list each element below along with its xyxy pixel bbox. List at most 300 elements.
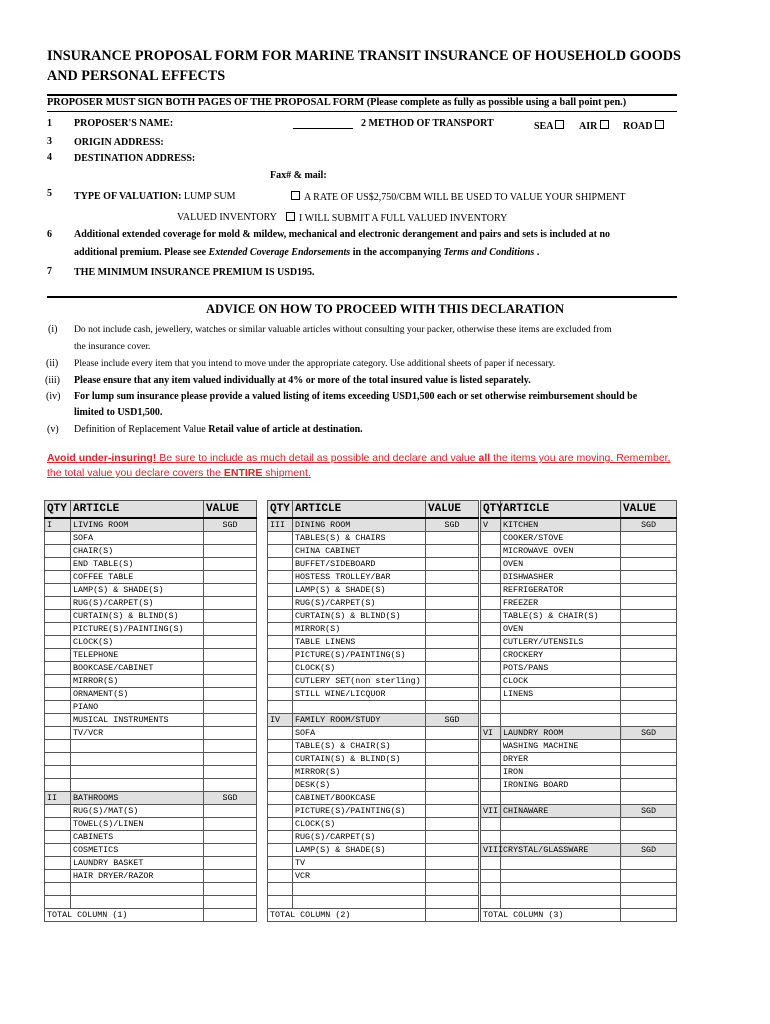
value-cell[interactable] (621, 831, 677, 844)
article-cell: CABINETS (71, 831, 204, 844)
qty-cell[interactable] (45, 545, 71, 558)
value-cell[interactable] (426, 844, 479, 857)
article-cell: HAIR DRYER/RAZOR (71, 870, 204, 883)
value-cell[interactable] (204, 545, 257, 558)
value-cell[interactable] (204, 649, 257, 662)
value-cell[interactable] (204, 701, 257, 714)
value-cell[interactable] (426, 818, 479, 831)
qty-cell[interactable] (268, 805, 293, 818)
value-cell[interactable] (204, 857, 257, 870)
value-cell[interactable] (204, 766, 257, 779)
qty-cell[interactable] (481, 545, 501, 558)
value-cell[interactable]: SGD (621, 805, 677, 818)
proposer-name-field[interactable] (293, 128, 353, 129)
value-cell[interactable] (621, 818, 677, 831)
table-row (481, 792, 677, 805)
value-cell[interactable] (426, 584, 479, 597)
qty-cell[interactable] (481, 623, 501, 636)
table-row (45, 571, 257, 584)
value-cell[interactable] (426, 766, 479, 779)
value-cell[interactable] (204, 675, 257, 688)
article-cell: RUG(S)/CARPET(S) (293, 597, 426, 610)
table-row (268, 662, 479, 675)
total-value-cell[interactable] (426, 909, 479, 922)
qty-cell[interactable]: VII (481, 805, 501, 818)
value-cell[interactable] (621, 766, 677, 779)
article-cell: TABLE(S) & CHAIR(S) (501, 610, 621, 623)
qty-cell[interactable] (45, 610, 71, 623)
value-cell[interactable] (426, 636, 479, 649)
value-cell[interactable] (204, 688, 257, 701)
value-cell[interactable] (204, 571, 257, 584)
article-cell: SOFA (71, 532, 204, 545)
table-row (481, 610, 677, 623)
table-row (268, 675, 479, 688)
qty-cell[interactable] (45, 896, 71, 909)
value-cell[interactable] (621, 688, 677, 701)
qty-cell[interactable] (45, 883, 71, 896)
road-option[interactable] (623, 120, 668, 132)
value-cell[interactable] (426, 571, 479, 584)
article-cell: DISHWASHER (501, 571, 621, 584)
table-row (45, 558, 257, 571)
extended-text-e: . (534, 247, 540, 258)
value-cell[interactable]: SGD (621, 844, 677, 857)
article-cell: BUFFET/SIDEBOARD (293, 558, 426, 571)
article-cell: CHINAWARE (501, 805, 621, 818)
article-cell: CURTAIN(S) & BLIND(S) (71, 610, 204, 623)
qty-cell[interactable] (45, 740, 71, 753)
qty-cell[interactable] (481, 610, 501, 623)
qty-cell[interactable] (481, 636, 501, 649)
extended-text-c: in the accompanying (350, 247, 444, 258)
qty-cell[interactable] (45, 714, 71, 727)
value-cell[interactable] (204, 740, 257, 753)
qty-cell[interactable] (481, 818, 501, 831)
value-cell[interactable] (204, 805, 257, 818)
advice-i-line2: the insurance cover. (74, 341, 151, 352)
qty-cell[interactable] (45, 662, 71, 675)
value-cell[interactable] (204, 779, 257, 792)
article-cell: TABLES(S) & CHAIRS (293, 532, 426, 545)
qty-cell[interactable] (268, 584, 293, 597)
table-row (45, 584, 257, 597)
value-cell[interactable] (426, 883, 479, 896)
qty-cell[interactable]: I (45, 518, 71, 532)
qty-cell[interactable] (268, 571, 293, 584)
article-cell: MICROWAVE OVEN (501, 545, 621, 558)
qty-cell[interactable] (481, 584, 501, 597)
qty-cell[interactable] (45, 636, 71, 649)
article-cell (293, 701, 426, 714)
item-number-1: 1 (47, 118, 52, 129)
qty-cell[interactable]: II (45, 792, 71, 805)
qty-cell[interactable] (268, 610, 293, 623)
article-cell: CRYSTAL/GLASSWARE (501, 844, 621, 857)
article-cell: OVEN (501, 558, 621, 571)
table-row (481, 532, 677, 545)
value-cell[interactable] (204, 532, 257, 545)
value-cell[interactable] (426, 896, 479, 909)
total-column-label: TOTAL COLUMN (3) (481, 909, 621, 922)
value-cell[interactable] (426, 805, 479, 818)
table-row (45, 883, 257, 896)
value-cell[interactable] (621, 779, 677, 792)
article-cell (71, 779, 204, 792)
value-cell[interactable] (426, 558, 479, 571)
table-row (481, 870, 677, 883)
value-cell[interactable] (204, 714, 257, 727)
air-label: AIR (579, 121, 598, 132)
sea-checkbox[interactable] (555, 120, 564, 129)
advice-ii: Please include every item that you intend to move under the appropriate category. Use additional sheets of paper if necessary. (74, 358, 556, 369)
rate-checkbox[interactable] (291, 191, 300, 200)
article-cell: OVEN (501, 623, 621, 636)
header-article: ARTICLE (71, 501, 204, 519)
table-row (268, 545, 479, 558)
qty-cell[interactable] (45, 766, 71, 779)
article-cell (501, 818, 621, 831)
qty-cell[interactable] (268, 662, 293, 675)
value-cell[interactable]: SGD (204, 518, 257, 532)
table-header-row (268, 501, 479, 519)
destination-address-label: DESTINATION ADDRESS: (74, 153, 196, 164)
value-cell[interactable] (621, 675, 677, 688)
qty-cell[interactable] (268, 753, 293, 766)
article-cell (501, 792, 621, 805)
value-cell[interactable] (204, 818, 257, 831)
qty-cell[interactable] (45, 818, 71, 831)
qty-cell[interactable] (481, 831, 501, 844)
value-cell[interactable] (204, 584, 257, 597)
full-inventory-option[interactable] (286, 212, 507, 224)
value-cell[interactable] (621, 545, 677, 558)
qty-cell[interactable] (45, 675, 71, 688)
value-cell[interactable] (204, 558, 257, 571)
total-row (268, 909, 479, 922)
warning-text-2c: shipment. (262, 467, 311, 479)
warning-text-d: the items you are moving. Remember, (490, 452, 671, 464)
value-cell[interactable] (426, 753, 479, 766)
road-checkbox[interactable] (655, 120, 664, 129)
article-cell (71, 740, 204, 753)
value-cell[interactable] (426, 792, 479, 805)
table-row (45, 896, 257, 909)
article-cell: TABLE LINENS (293, 636, 426, 649)
form-title: INSURANCE PROPOSAL FORM FOR MARINE TRANSIT INSURANCE OF HOUSEHOLD GOODS AND PERSONAL EFFECTS (47, 48, 681, 84)
qty-cell[interactable] (481, 779, 501, 792)
value-cell[interactable] (621, 883, 677, 896)
value-cell[interactable] (426, 688, 479, 701)
qty-cell[interactable] (481, 558, 501, 571)
origin-address-label: ORIGIN ADDRESS: (74, 137, 164, 148)
qty-cell[interactable] (481, 792, 501, 805)
article-cell (71, 753, 204, 766)
table-row (481, 597, 677, 610)
qty-cell[interactable] (45, 558, 71, 571)
table-row (268, 805, 479, 818)
qty-cell[interactable] (481, 857, 501, 870)
extended-text-a: additional premium. Please see (74, 247, 209, 258)
value-cell[interactable] (621, 870, 677, 883)
qty-cell[interactable] (45, 597, 71, 610)
value-cell[interactable] (621, 896, 677, 909)
qty-cell[interactable] (45, 649, 71, 662)
qty-cell[interactable] (45, 571, 71, 584)
advice-v-number: (v) (47, 424, 59, 435)
value-cell[interactable] (426, 623, 479, 636)
qty-cell[interactable] (268, 532, 293, 545)
value-cell[interactable] (426, 610, 479, 623)
advice-iv-line2: limited to USD1,500. (74, 407, 163, 418)
qty-cell[interactable] (45, 805, 71, 818)
value-cell[interactable] (204, 883, 257, 896)
value-cell[interactable]: SGD (621, 727, 677, 740)
article-cell: CUTLERY SET(non sterling) (293, 675, 426, 688)
extended-coverage-line2 (74, 247, 539, 258)
article-cell: CLOCK(S) (293, 818, 426, 831)
fax-mail-label: Fax# & mail: (270, 170, 327, 181)
rate-option[interactable] (291, 191, 625, 203)
air-checkbox[interactable] (600, 120, 609, 129)
qty-cell[interactable] (481, 714, 501, 727)
article-cell: CLOCK(S) (293, 662, 426, 675)
header-article: ARTICLE (293, 501, 426, 519)
section-row (268, 518, 479, 532)
qty-cell[interactable] (481, 870, 501, 883)
qty-cell[interactable] (268, 701, 293, 714)
value-cell[interactable] (621, 714, 677, 727)
table-row (268, 649, 479, 662)
full-inventory-checkbox[interactable] (286, 212, 295, 221)
value-cell[interactable] (426, 662, 479, 675)
table-row (45, 688, 257, 701)
qty-cell[interactable] (268, 688, 293, 701)
warning-text-b: Be sure to include as much detail as possible and declare and value (156, 452, 479, 464)
qty-cell[interactable] (481, 675, 501, 688)
value-cell[interactable] (426, 532, 479, 545)
air-option[interactable] (579, 120, 613, 132)
table-row (45, 844, 257, 857)
qty-cell[interactable]: VIII (481, 844, 501, 857)
value-cell[interactable] (621, 571, 677, 584)
article-cell: IRON (501, 766, 621, 779)
qty-cell[interactable] (268, 727, 293, 740)
qty-cell[interactable] (45, 623, 71, 636)
value-cell[interactable] (426, 727, 479, 740)
value-cell[interactable] (621, 701, 677, 714)
value-cell[interactable] (621, 597, 677, 610)
value-cell[interactable] (621, 623, 677, 636)
qty-cell[interactable] (268, 597, 293, 610)
qty-cell[interactable] (45, 584, 71, 597)
advice-v (74, 424, 363, 435)
value-cell[interactable] (204, 623, 257, 636)
total-row (45, 909, 257, 922)
qty-cell[interactable] (268, 818, 293, 831)
qty-cell[interactable] (481, 688, 501, 701)
table-row (268, 571, 479, 584)
table-row (481, 883, 677, 896)
article-cell: CLOCK(S) (71, 636, 204, 649)
qty-cell[interactable] (45, 753, 71, 766)
value-cell[interactable] (204, 831, 257, 844)
value-cell[interactable] (621, 662, 677, 675)
qty-cell[interactable] (45, 532, 71, 545)
total-value-cell[interactable] (621, 909, 677, 922)
value-cell[interactable] (621, 558, 677, 571)
value-cell[interactable] (426, 597, 479, 610)
table-row (481, 623, 677, 636)
table-row (268, 844, 479, 857)
table-row (45, 818, 257, 831)
value-cell[interactable] (621, 610, 677, 623)
table-row (45, 610, 257, 623)
qty-cell[interactable] (268, 545, 293, 558)
value-cell[interactable] (204, 610, 257, 623)
qty-cell[interactable] (268, 870, 293, 883)
minimum-premium: THE MINIMUM INSURANCE PREMIUM IS USD195. (74, 267, 315, 278)
qty-cell[interactable] (268, 675, 293, 688)
value-cell[interactable]: SGD (426, 714, 479, 727)
value-cell[interactable] (204, 896, 257, 909)
qty-cell[interactable] (481, 883, 501, 896)
qty-cell[interactable] (481, 532, 501, 545)
section-row (45, 518, 257, 532)
table-row (268, 688, 479, 701)
qty-cell[interactable] (268, 623, 293, 636)
value-cell[interactable] (621, 636, 677, 649)
article-cell: PICTURE(S)/PAINTING(S) (293, 805, 426, 818)
value-cell[interactable] (204, 844, 257, 857)
qty-cell[interactable]: V (481, 518, 501, 532)
inventory-table-3 (480, 500, 677, 922)
article-cell: COOKER/STOVE (501, 532, 621, 545)
value-cell[interactable] (621, 857, 677, 870)
section-row (481, 805, 677, 818)
value-cell[interactable] (204, 636, 257, 649)
qty-cell[interactable]: IV (268, 714, 293, 727)
qty-cell[interactable] (268, 558, 293, 571)
value-cell[interactable]: SGD (426, 518, 479, 532)
qty-cell[interactable] (268, 857, 293, 870)
qty-cell[interactable] (481, 701, 501, 714)
value-cell[interactable] (426, 701, 479, 714)
qty-cell[interactable] (481, 896, 501, 909)
advice-iii: Please ensure that any item valued individually at 4% or more of the total insured value is listed separately. (74, 375, 531, 386)
article-cell (501, 857, 621, 870)
qty-cell[interactable] (45, 701, 71, 714)
qty-cell[interactable] (481, 740, 501, 753)
article-cell: MIRROR(S) (71, 675, 204, 688)
article-cell: RUG(S)/CARPET(S) (293, 831, 426, 844)
qty-cell[interactable] (45, 727, 71, 740)
value-cell[interactable] (426, 779, 479, 792)
value-cell[interactable]: SGD (621, 518, 677, 532)
qty-cell[interactable] (45, 857, 71, 870)
qty-cell[interactable] (45, 844, 71, 857)
value-cell[interactable] (426, 831, 479, 844)
value-cell[interactable] (621, 532, 677, 545)
article-cell: DRYER (501, 753, 621, 766)
qty-cell[interactable] (45, 831, 71, 844)
value-cell[interactable] (621, 753, 677, 766)
value-cell[interactable] (621, 740, 677, 753)
qty-cell[interactable] (268, 649, 293, 662)
qty-cell[interactable]: III (268, 518, 293, 532)
table-row (481, 701, 677, 714)
qty-cell[interactable]: VI (481, 727, 501, 740)
qty-cell[interactable] (268, 831, 293, 844)
value-cell[interactable] (426, 545, 479, 558)
qty-cell[interactable] (481, 662, 501, 675)
section-row (481, 727, 677, 740)
replacement-value-definition: Retail value of article at destination. (208, 424, 363, 435)
value-cell[interactable] (426, 649, 479, 662)
qty-cell[interactable] (481, 649, 501, 662)
header-qty: QTY (268, 501, 293, 519)
qty-cell[interactable] (268, 779, 293, 792)
article-cell: PICTURE(S)/PAINTING(S) (71, 623, 204, 636)
qty-cell[interactable] (45, 870, 71, 883)
qty-cell[interactable] (268, 766, 293, 779)
table-row (45, 727, 257, 740)
value-cell[interactable] (204, 753, 257, 766)
qty-cell[interactable] (268, 844, 293, 857)
value-cell[interactable] (204, 727, 257, 740)
qty-cell[interactable] (481, 597, 501, 610)
value-cell[interactable] (621, 649, 677, 662)
table-row (45, 649, 257, 662)
article-cell: BOOKCASE/CABINET (71, 662, 204, 675)
table-row (268, 610, 479, 623)
table-row (481, 753, 677, 766)
value-cell[interactable] (204, 597, 257, 610)
extended-coverage-line1: Additional extended coverage for mold & mildew, mechanical and electronic derangement and pairs and sets is included at no (74, 229, 611, 240)
qty-cell[interactable] (481, 766, 501, 779)
qty-cell[interactable] (481, 571, 501, 584)
qty-cell[interactable] (268, 740, 293, 753)
value-cell[interactable] (426, 740, 479, 753)
qty-cell[interactable] (268, 636, 293, 649)
sea-option[interactable] (534, 120, 568, 132)
qty-cell[interactable] (45, 688, 71, 701)
qty-cell[interactable] (268, 792, 293, 805)
article-cell: MIRROR(S) (293, 623, 426, 636)
value-cell[interactable] (204, 662, 257, 675)
sea-label: SEA (534, 121, 553, 132)
qty-cell[interactable] (268, 883, 293, 896)
value-cell[interactable]: SGD (204, 792, 257, 805)
total-value-cell[interactable] (204, 909, 257, 922)
qty-cell[interactable] (268, 896, 293, 909)
value-cell[interactable] (204, 870, 257, 883)
value-cell[interactable] (426, 870, 479, 883)
article-cell: WASHING MACHINE (501, 740, 621, 753)
value-cell[interactable] (426, 857, 479, 870)
article-cell: KITCHEN (501, 518, 621, 532)
article-cell: CURTAIN(S) & BLIND(S) (293, 610, 426, 623)
value-cell[interactable] (426, 675, 479, 688)
table-row (268, 584, 479, 597)
qty-cell[interactable] (481, 753, 501, 766)
value-cell[interactable] (621, 792, 677, 805)
table-row (45, 636, 257, 649)
value-cell[interactable] (621, 584, 677, 597)
qty-cell[interactable] (45, 779, 71, 792)
article-cell: POTS/PANS (501, 662, 621, 675)
warning-line1 (47, 452, 671, 464)
